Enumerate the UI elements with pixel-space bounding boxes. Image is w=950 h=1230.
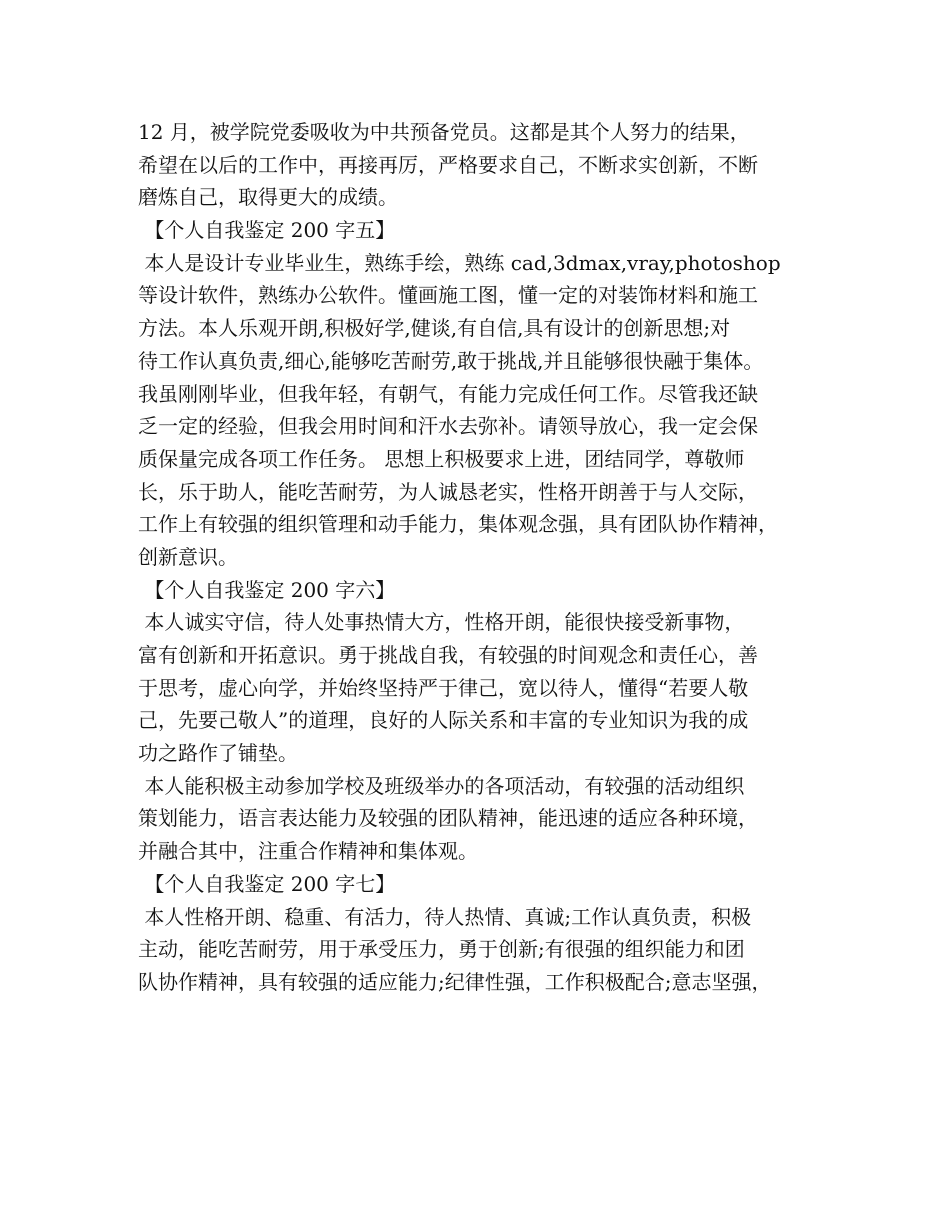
text-line: 希望在以后的工作中，再接再厉，严格要求自己，不断求实创新，不断 (138, 152, 758, 177)
text-line: 并融合其中，注重合作精神和集体观。 (138, 839, 478, 864)
text-line: 等设计软件，熟练办公软件。懂画施工图，懂一定的对装饰材料和施工 (138, 283, 758, 308)
text-line: 乏一定的经验，但我会用时间和汗水去弥补。请领导放心，我一定会保 (138, 414, 758, 439)
section-heading: 【个人自我鉴定 200 字六】 (138, 577, 396, 602)
text-line: 工作上有较强的组织管理和动手能力，集体观念强，具有团队协作精神， (138, 512, 778, 537)
text-line: 我虽刚刚毕业，但我年轻，有朝气，有能力完成任何工作。尽管我还缺 (138, 381, 758, 406)
text-line: 功之路作了铺垫。 (138, 741, 298, 766)
text-line: 己，先要己敬人”的道理，良好的人际关系和丰富的专业知识为我的成 (138, 708, 749, 733)
section-heading: 【个人自我鉴定 200 字五】 (138, 218, 396, 243)
text-line: 富有创新和开拓意识。勇于挑战自我，有较强的时间观念和责任心，善 (138, 643, 758, 667)
text-line: 本人是设计专业毕业生，熟练手绘，熟练 cad,3dmax,vray,photoshop (138, 250, 781, 275)
text-line: 本人诚实守信，待人处事热情大方，性格开朗，能很快接受新事物， (138, 610, 745, 635)
text-line: 本人性格开朗、稳重、有活力，待人热情、真诚;工作认真负责，积极 (138, 904, 752, 929)
body-text (138, 116, 828, 999)
text-line: 质保量完成各项工作任务。 思想上积极要求上进，团结同学，尊敬师 (138, 446, 745, 471)
text-line: 方法。本人乐观开朗,积极好学,健谈,有自信,具有设计的创新思想;对 (138, 316, 731, 341)
text-line: 主动，能吃苦耐劳，用于承受压力，勇于创新;有很强的组织能力和团 (138, 937, 745, 962)
text-line: 12 月，被学院党委吸收为中共预备党员。这都是其个人努力的结果， (138, 120, 750, 144)
text-line: 待工作认真负责,细心,能够吃苦耐劳,敢于挑战,并且能够很快融于集体。 (138, 348, 764, 373)
text-line: 于思考，虚心向学，并始终坚持严于律己，宽以待人，懂得“若要人敬 (138, 675, 749, 700)
text-line: 队协作精神，具有较强的适应能力;纪律性强，工作积极配合;意志坚强， (138, 969, 772, 994)
text-line: 策划能力，语言表达能力及较强的团队精神，能迅速的适应各种环境， (138, 806, 758, 831)
text-line: 长，乐于助人，能吃苦耐劳，为人诚恳老实，性格开朗善于与人交际， (138, 479, 758, 504)
section-heading: 【个人自我鉴定 200 字七】 (138, 871, 396, 896)
text-line: 本人能积极主动参加学校及班级举办的各项活动，有较强的活动组织 (138, 773, 745, 798)
text-line: 创新意识。 (138, 544, 238, 569)
text-line: 磨炼自己，取得更大的成绩。 (138, 185, 398, 210)
